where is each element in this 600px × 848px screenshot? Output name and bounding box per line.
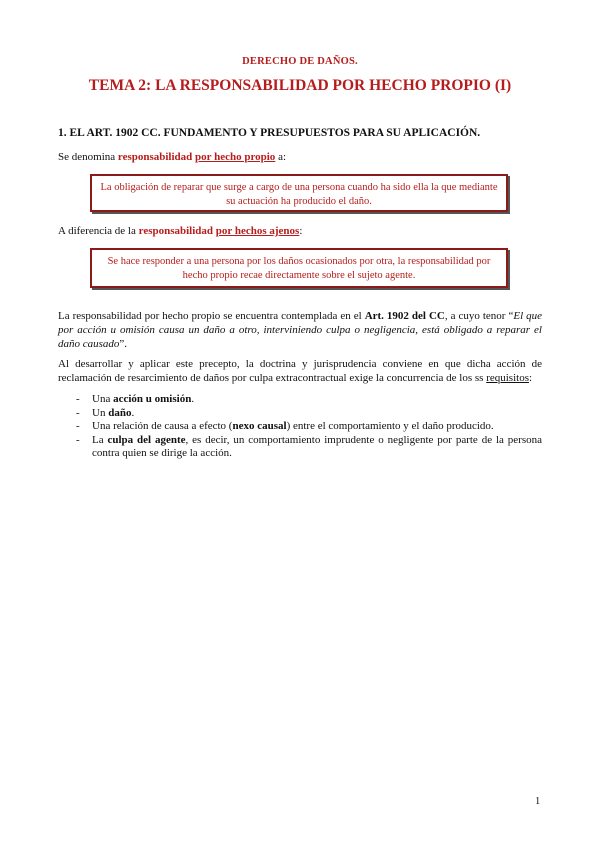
definition-box bbox=[90, 174, 508, 212]
requirements-list bbox=[58, 393, 542, 461]
contrast-intro: A diferencia de la responsabilidad por hechos ajenos: bbox=[58, 225, 303, 237]
article-paragraph: La responsabilidad por hecho propio se encuentra contemplada en el Art. 1902 del CC, a cuyo tenor “El que por acción u omisión causa un daño a otro, interviniendo culpa o negligencia, está obligado a reparar el daño causado”. bbox=[58, 310, 542, 350]
page-title: TEMA 2: LA RESPONSABILIDAD POR HECHO PROPIO (I) bbox=[88, 77, 512, 94]
contrast-box bbox=[90, 248, 508, 288]
definition-box-text: La obligación de reparar que surge a cargo de una persona cuando ha sido ella la que mediante su actuación ha producido el daño. bbox=[100, 182, 498, 207]
doctrine-paragraph: Al desarrollar y aplicar este precepto, la doctrina y jurisprudencia conviene en que dicha acción de reclamación de resarcimiento de daños por culpa extracontractual exige la concurrencia de los ss requisitos: bbox=[58, 358, 542, 384]
list-item: - La culpa del agente, es decir, un comportamiento imprudente o negligente por parte de la persona contra quien se dirige la acción. bbox=[76, 433, 542, 459]
article-reference: Art. 1902 del CC bbox=[364, 310, 445, 322]
course-subject: DERECHO DE DAÑOS. bbox=[242, 56, 358, 67]
page-number: 1 bbox=[535, 796, 541, 807]
requisitos-link: requisitos bbox=[486, 372, 529, 384]
list-item: - Una relación de causa a efecto (nexo causal) entre el comportamiento y el daño producido. bbox=[76, 420, 494, 432]
section-heading: 1. EL ART. 1902 CC. FUNDAMENTO Y PRESUPUESTOS PARA SU APLICACIÓN. bbox=[58, 127, 481, 139]
definition-intro: Se denomina responsabilidad por hecho propio a: bbox=[58, 151, 287, 163]
list-item: - Un daño. bbox=[76, 406, 135, 419]
definition-term: responsabilidad por hecho propio bbox=[117, 151, 276, 163]
article-quote: El que por acción u omisión causa un daño a otro, interviniendo culpa o negligencia, está obligado a reparar el daño causado bbox=[58, 310, 542, 350]
contrast-term: responsabilidad por hechos ajenos bbox=[138, 225, 300, 237]
list-item: - Una acción u omisión. bbox=[76, 393, 195, 405]
contrast-box-text: Se hace responder a una persona por los daños ocasionados por otra, la responsabilidad por hecho propio recae directamente sobre el sujeto agente. bbox=[107, 256, 491, 281]
